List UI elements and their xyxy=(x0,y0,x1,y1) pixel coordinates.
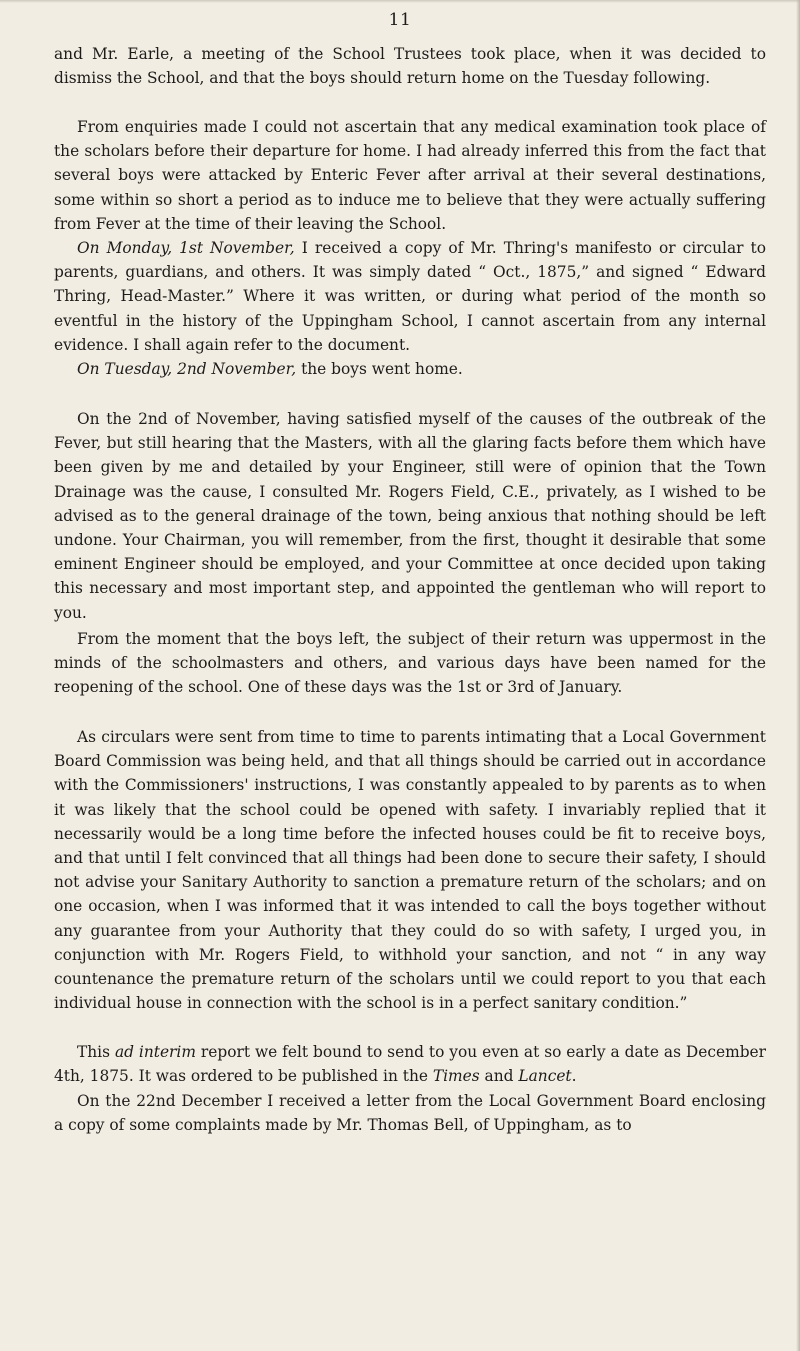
paragraph-6: From the moment that the boys left, the subject of their return was uppermost in the minds of the schoolmasters and others, and various days have been named for the reopening of the school. One of these days was the 1st or 3rd of January. xyxy=(54,630,766,697)
paragraph-7: As circulars were sent from time to time to parents intimating that a Local Government Board Commission was being held, and that all things should be carried out in accordance with the Commissioners' instructions, I was constantly appealed to by parents as to when it was likely that the school could be opened with safety. I invariably replied that it necessarily would be a long time before the infected houses could be fit to receive boys, and that until I felt convinced that all things had been done to secure their safety, I should not advise your Sanitary Authority to sanction a premature return of the scholars; and on one occasion, when I was informed that it was intended to call the boys together without any guarantee from your Authority that they could do so with safety, I urged you, in conjunction with Mr. Rogers Field, to withhold your sanction, and not “ in any way countenance the premature return of the scholars until we could report to you that each individual house in connection with the school is in a perfect sanitary condition.” xyxy=(54,728,766,1013)
paragraph-3-date: On Monday, 1st November, xyxy=(77,239,295,257)
paragraph-8-times: Times xyxy=(432,1067,480,1086)
paragraph-4 xyxy=(54,357,766,381)
paragraph-8 xyxy=(54,1040,766,1088)
paragraph-8-pre: This xyxy=(77,1043,115,1061)
paragraph-8-latin-phrase: ad interim xyxy=(114,1043,196,1061)
paragraph-8-and: and xyxy=(479,1067,519,1086)
paragraph-9: On the 22nd December I received a letter from the Local Government Board enclosing a copy of some complaints made by Mr. Thomas Bell, of Uppingham, as to xyxy=(54,1092,766,1135)
paragraph-2: From enquiries made I could not ascertain that any medical examination took place of the scholars before their departure for home. I had already inferred this from the fact that several boys were attacked by Enteric Fever after arrival at their several destinations, some within so short a period as to induce me to believe that they were actually suffering from Fever at the time of their leaving the School. xyxy=(54,118,766,233)
page-number: 11 xyxy=(388,10,412,30)
paragraph-3 xyxy=(54,236,766,357)
page-top-edge xyxy=(0,0,800,3)
paragraph-5: On the 2nd of November, having satisfied myself of the causes of the outbreak of the Fever, but still hearing that the Masters, with all the glaring facts before them which have been given by me and detailed by your Engineer, still were of opinion that the Town Drainage was the cause, I consulted Mr. Rogers Field, C.E., privately, as I wished to be advised as to the general drainage of the town, being anxious that nothing should be left undone. Your Chairman, you will remember, from the first, thought it desirable that some eminent Engineer should be employed, and your Committee at once decided upon taking this necessary and most important step, and appointed the gentleman who will report to you. xyxy=(54,410,766,622)
paragraph-4-text: the boys went home. xyxy=(296,360,463,378)
paragraph-3-text: I received a copy of Mr. Thring's manifesto or circular to parents, guardians, and others. It was simply dated “ Oct., 1875,” and signed “ Edward Thring, Head-Master.” Where it was written, or during what period of the month so eventful in the history of the Uppingham School, I cannot ascertain from any internal evidence. I shall again refer to the document. xyxy=(54,239,766,354)
paragraph-8-end: . xyxy=(571,1067,577,1086)
page-right-edge xyxy=(796,0,800,1351)
paragraph-8-mid: report we felt bound to send to you even at so early a date as December 4th, 1875. It was ordered to be published in the xyxy=(54,1043,767,1086)
paragraph-4-date: On Tuesday, 2nd November, xyxy=(77,360,297,378)
paragraph-8-lancet: Lancet xyxy=(518,1067,572,1086)
paragraph-1: and Mr. Earle, a meeting of the School Trustees took place, when it was decided to dismiss the School, and that the boys should return home on the Tuesday following. xyxy=(54,45,766,88)
